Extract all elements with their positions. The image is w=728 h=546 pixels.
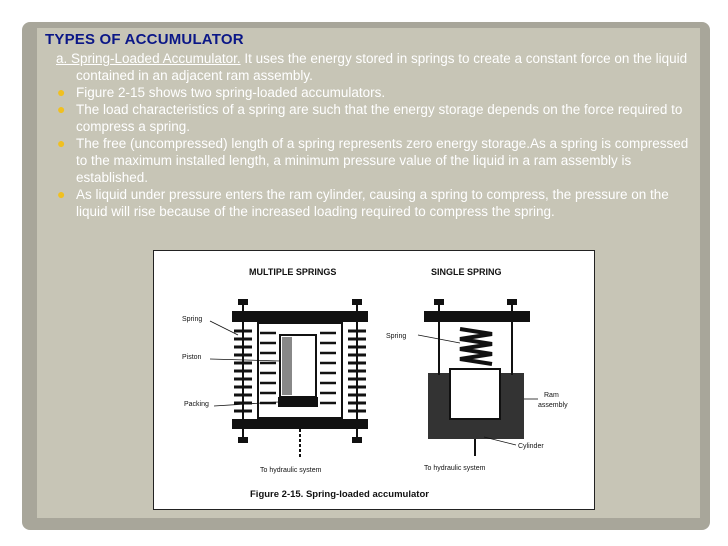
- bottom-plate-left: [232, 419, 368, 429]
- piston-shade: [282, 337, 292, 395]
- bullet-dot-icon: ●: [57, 101, 66, 117]
- packing-block: [278, 397, 318, 407]
- ram-cylinder: [450, 369, 500, 419]
- slide-body: [56, 50, 696, 220]
- label-hydraulic-left: To hydraulic system: [260, 467, 322, 474]
- label-packing: Packing: [184, 401, 209, 408]
- label-assembly: assembly: [538, 402, 568, 409]
- bullet-item: [56, 84, 696, 101]
- label-hydraulic-right: To hydraulic system: [424, 465, 486, 472]
- intro-paragraph: [56, 50, 696, 84]
- bullet-dot-icon: ●: [57, 84, 66, 100]
- multiple-springs-drawing: [210, 299, 368, 459]
- label-cylinder: Cylinder: [518, 443, 544, 450]
- top-plate-left: [232, 311, 368, 322]
- single-spring-drawing: [418, 299, 538, 456]
- bullet-text: Figure 2-15 shows two spring-loaded accumulators.: [76, 85, 386, 100]
- bullet-dot-icon: ●: [57, 186, 66, 202]
- bullet-text: The load characteristics of a spring are such that the energy storage depends on the force required to compress a spring.: [76, 102, 683, 134]
- bullet-item: [56, 101, 696, 135]
- slide-title: TYPES OF ACCUMULATOR: [45, 31, 244, 48]
- accumulator-diagram: [154, 251, 594, 509]
- intro-rest: It uses the energy stored in springs to create a constant force on the liquid contained in an adjacent ram assembly.: [76, 51, 688, 83]
- bullet-dot-icon: ●: [57, 135, 66, 151]
- bullet-list: [56, 84, 696, 220]
- intro-lead: a. Spring-Loaded Accumulator.: [56, 51, 241, 66]
- accumulator-figure: [153, 250, 595, 510]
- heading-multiple-springs: MULTIPLE SPRINGS: [249, 267, 337, 277]
- heading-single-spring: SINGLE SPRING: [431, 267, 502, 277]
- label-piston: Piston: [182, 354, 202, 361]
- label-spring-right: Spring: [386, 333, 407, 340]
- bullet-text: The free (uncompressed) length of a spring represents zero energy storage.As a spring is compressed to the maximum installed length, a minimum pressure value of the liquid in a ram assembly is established.: [76, 136, 689, 185]
- label-ram: Ram: [544, 392, 559, 399]
- bullet-item: [56, 186, 696, 220]
- coil-single: [460, 329, 492, 364]
- bullet-text: As liquid under pressure enters the ram cylinder, causing a spring to compress, the pressure on the liquid will rise because of the increased loading required to compress the spring.: [76, 187, 669, 219]
- label-spring-left: Spring: [182, 316, 203, 323]
- bullet-item: [56, 135, 696, 186]
- figure-caption: Figure 2-15. Spring-loaded accumulator: [250, 489, 429, 500]
